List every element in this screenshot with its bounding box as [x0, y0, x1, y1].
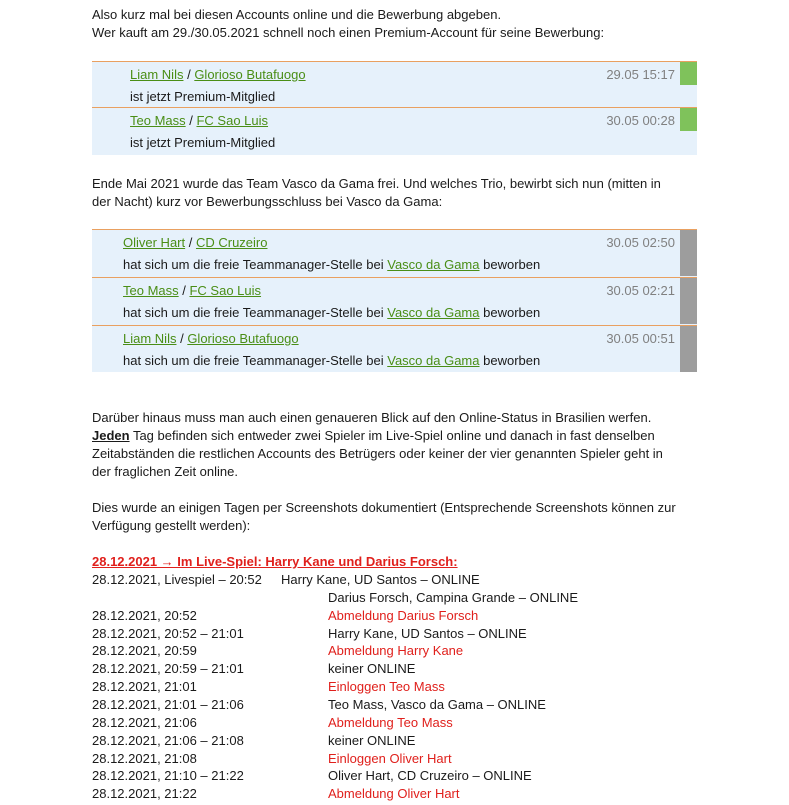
- log-date: 28.12.2021, 21:22: [92, 786, 197, 801]
- log-date: 28.12.2021, 20:59: [92, 643, 197, 658]
- club-link[interactable]: Glorioso Butafuogo: [187, 331, 299, 346]
- screenshots-line-2: Verfügung gestellt werden):: [92, 518, 251, 533]
- log-heading: 28.12.2021 → Im Live-Spiel: Harry Kane und Darius Forsch:: [92, 554, 458, 569]
- log-row: [92, 607, 692, 625]
- club-link[interactable]: Glorioso Butafuogo: [194, 67, 306, 82]
- log-event: Abmeldung Oliver Hart: [328, 786, 460, 801]
- entry-text-suffix: beworben: [479, 257, 541, 272]
- club-link[interactable]: FC Sao Luis: [196, 113, 269, 128]
- log-event: Darius Forsch, Campina Grande – ONLINE: [328, 590, 578, 605]
- log-event: keiner ONLINE: [328, 733, 416, 748]
- player-link[interactable]: Oliver Hart: [123, 235, 186, 250]
- intro-paragraph: [92, 6, 712, 42]
- player-link[interactable]: Teo Mass: [123, 283, 179, 298]
- log-row: [92, 714, 692, 732]
- team-link[interactable]: Vasco da Gama: [387, 305, 480, 320]
- log-row: [92, 625, 692, 643]
- status-line-2: [92, 427, 712, 445]
- premium-status-marker: [680, 108, 697, 131]
- application-status-marker: [680, 230, 697, 276]
- entry-text: [123, 304, 540, 322]
- log-date: 28.12.2021, 21:06 – 21:08: [92, 733, 244, 748]
- log-date: 28.12.2021, 21:06: [92, 715, 197, 730]
- entry-text: [123, 256, 540, 274]
- feed-entry: [92, 107, 697, 153]
- entry-text-suffix: beworben: [479, 353, 541, 368]
- feed-entry-header: [123, 234, 267, 252]
- log-row: [92, 642, 692, 660]
- entry-timestamp: 30.05 00:28: [606, 113, 675, 128]
- log-event: Einloggen Oliver Hart: [328, 751, 452, 766]
- entry-timestamp: 30.05 00:51: [606, 331, 675, 346]
- separator: /: [185, 113, 197, 128]
- log-date: 28.12.2021, 21:01 – 21:06: [92, 697, 244, 712]
- intro-line-1: Also kurz mal bei diesen Accounts online und die Bewerbung abgeben.: [92, 7, 502, 22]
- log-row: [92, 589, 692, 607]
- log-event: Oliver Hart, CD Cruzeiro – ONLINE: [328, 768, 532, 783]
- log-date: 28.12.2021, 21:08: [92, 751, 197, 766]
- feed-entry: [92, 277, 697, 325]
- log-row: [92, 660, 692, 678]
- log-date: 28.12.2021, 21:01: [92, 679, 197, 694]
- application-status-marker: [680, 326, 697, 372]
- separator: /: [185, 235, 196, 250]
- club-link[interactable]: FC Sao Luis: [189, 283, 262, 298]
- log-event: Harry Kane, UD Santos – ONLINE: [328, 626, 527, 641]
- feed-entry-header: [123, 282, 261, 300]
- log-date: 28.12.2021, 21:10 – 21:22: [92, 768, 244, 783]
- application-status-marker: [680, 278, 697, 324]
- entry-text-prefix: hat sich um die freie Teammanager-Stelle bei: [123, 305, 388, 320]
- log-row: [92, 571, 692, 589]
- log-row: [92, 678, 692, 696]
- feed-entry-header: [123, 330, 299, 348]
- feed-entry-header: [130, 112, 268, 130]
- entry-text: ist jetzt Premium-Mitglied: [130, 89, 276, 104]
- feed-entry-header: [130, 66, 306, 84]
- entry-text: [123, 352, 540, 370]
- separator: /: [176, 331, 188, 346]
- log-event: Teo Mass, Vasco da Gama – ONLINE: [328, 697, 546, 712]
- entry-timestamp: 30.05 02:21: [606, 283, 675, 298]
- log-row: [92, 696, 692, 714]
- vasco-paragraph: [92, 175, 712, 211]
- log-row: [92, 732, 692, 750]
- player-link[interactable]: Liam Nils: [123, 331, 177, 346]
- player-link[interactable]: Teo Mass: [130, 113, 186, 128]
- screenshots-line-1: Dies wurde an einigen Tagen per Screenshots dokumentiert (Entsprechende Screenshots können zur: [92, 500, 676, 515]
- log-event: Abmeldung Darius Forsch: [328, 608, 479, 623]
- feed-entry: [92, 229, 697, 277]
- log-date: 28.12.2021, Livespiel – 20:52: [92, 572, 262, 587]
- online-status-paragraph: [92, 409, 712, 481]
- entry-text-prefix: hat sich um die freie Teammanager-Stelle bei: [123, 353, 388, 368]
- vasco-line-1: Ende Mai 2021 wurde das Team Vasco da Gama frei. Und welches Trio, bewirbt sich nun (mitten in: [92, 176, 661, 191]
- team-link[interactable]: Vasco da Gama: [387, 353, 480, 368]
- log-event: Abmeldung Teo Mass: [328, 715, 453, 730]
- status-line-3: Zeitabständen die restlichen Accounts des Betrügers oder keiner der vier genannten Spieler geht in: [92, 446, 663, 461]
- log-event: Harry Kane, UD Santos – ONLINE: [281, 572, 480, 587]
- team-link[interactable]: Vasco da Gama: [387, 257, 480, 272]
- entry-timestamp: 30.05 02:50: [606, 235, 675, 250]
- log-event: keiner ONLINE: [328, 661, 416, 676]
- log-event: Abmeldung Harry Kane: [328, 643, 464, 658]
- log-event: Einloggen Teo Mass: [328, 679, 445, 694]
- premium-feed: [92, 61, 697, 155]
- screenshots-paragraph: [92, 499, 712, 535]
- vasco-line-2: der Nacht) kurz vor Bewerbungsschluss bei Vasco da Gama:: [92, 194, 443, 209]
- emphasis-word: Jeden: [92, 428, 130, 443]
- log-date: 28.12.2021, 20:59 – 21:01: [92, 661, 244, 676]
- entry-text-prefix: hat sich um die freie Teammanager-Stelle bei: [123, 257, 388, 272]
- status-line-4: der fraglichen Zeit online.: [92, 464, 238, 479]
- separator: /: [178, 283, 190, 298]
- player-link[interactable]: Liam Nils: [130, 67, 184, 82]
- log-row: [92, 785, 692, 803]
- status-line-1: Darüber hinaus muss man auch einen genaueren Blick auf den Online-Status in Brasilien werfen.: [92, 410, 652, 425]
- intro-line-2: Wer kauft am 29./30.05.2021 schnell noch einen Premium-Account für seine Bewerbung:: [92, 25, 605, 40]
- feed-entry: [92, 61, 697, 107]
- log-row: [92, 750, 692, 768]
- log-date: 28.12.2021, 20:52 – 21:01: [92, 626, 244, 641]
- premium-status-marker: [680, 62, 697, 85]
- application-feed: [92, 229, 697, 372]
- club-link[interactable]: CD Cruzeiro: [195, 235, 268, 250]
- log-row: [92, 767, 692, 785]
- status-line-2-rest: Tag befinden sich entweder zwei Spieler im Live-Spiel online und danach in fast denselben: [129, 428, 655, 443]
- separator: /: [183, 67, 195, 82]
- log-date: 28.12.2021, 20:52: [92, 608, 197, 623]
- feed-entry: [92, 325, 697, 373]
- entry-timestamp: 29.05 15:17: [606, 67, 675, 82]
- entry-text: ist jetzt Premium-Mitglied: [130, 135, 276, 150]
- entry-text-suffix: beworben: [479, 305, 541, 320]
